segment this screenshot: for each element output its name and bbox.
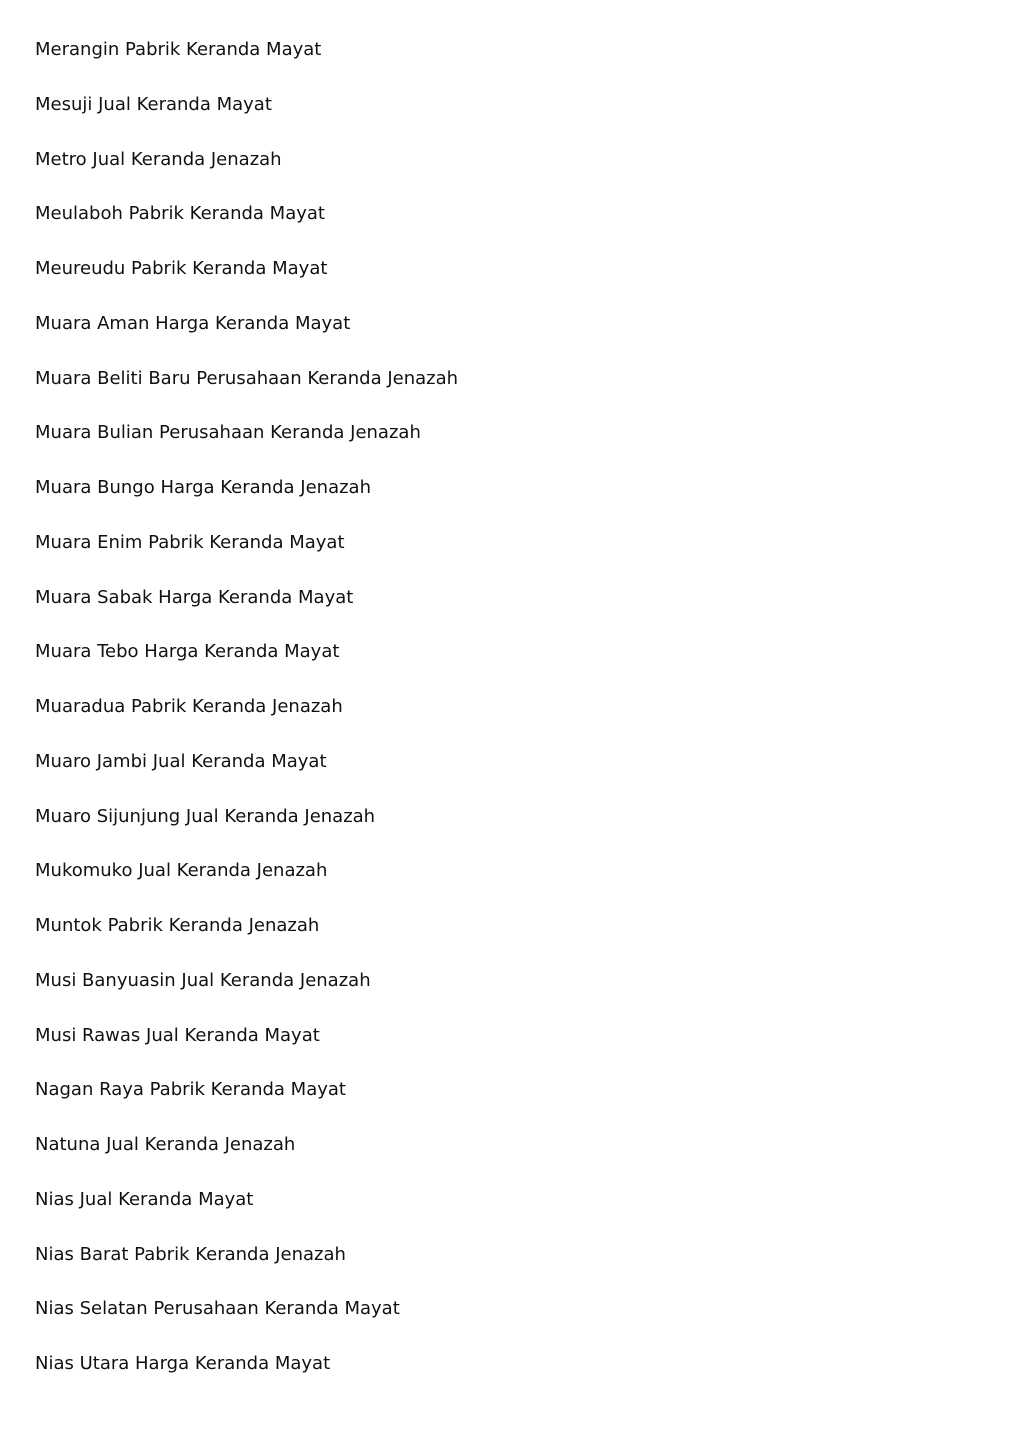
list-item: Nias Utara Harga Keranda Mayat xyxy=(35,1353,331,1374)
list-item: Natuna Jual Keranda Jenazah xyxy=(35,1134,296,1155)
list-item: Muara Aman Harga Keranda Mayat xyxy=(35,312,351,334)
list-item: Meureudu Pabrik Keranda Mayat xyxy=(35,258,328,279)
list-item: Nias Jual Keranda Mayat xyxy=(35,1188,254,1210)
list-item: Mukomuko Jual Keranda Jenazah xyxy=(35,860,328,882)
location-list xyxy=(35,36,935,1405)
list-item: Mesuji Jual Keranda Mayat xyxy=(35,93,272,115)
list-item: Muntok Pabrik Keranda Jenazah xyxy=(35,915,320,936)
list-item: Metro Jual Keranda Jenazah xyxy=(35,148,282,170)
list-item: Muara Sabak Harga Keranda Mayat xyxy=(35,586,354,608)
list-item: Musi Banyuasin Jual Keranda Jenazah xyxy=(35,969,371,991)
list-item: Muara Beliti Baru Perusahaan Keranda Jenazah xyxy=(35,367,459,389)
list-item: Muara Enim Pabrik Keranda Mayat xyxy=(35,531,345,553)
list-item: Muara Tebo Harga Keranda Mayat xyxy=(35,641,340,663)
list-item: Muara Bulian Perusahaan Keranda Jenazah xyxy=(35,422,421,444)
list-item: Nias Barat Pabrik Keranda Jenazah xyxy=(35,1243,346,1265)
list-item: Muaradua Pabrik Keranda Jenazah xyxy=(35,696,343,717)
list-item: Nagan Raya Pabrik Keranda Mayat xyxy=(35,1079,346,1101)
list-item: Muaro Sijunjung Jual Keranda Jenazah xyxy=(35,805,376,827)
list-item: Muaro Jambi Jual Keranda Mayat xyxy=(35,750,327,772)
list-item: Merangin Pabrik Keranda Mayat xyxy=(35,39,322,60)
list-item: Musi Rawas Jual Keranda Mayat xyxy=(35,1024,320,1046)
list-item: Muara Bungo Harga Keranda Jenazah xyxy=(35,477,371,498)
list-item: Meulaboh Pabrik Keranda Mayat xyxy=(35,203,325,225)
list-item: Nias Selatan Perusahaan Keranda Mayat xyxy=(35,1298,400,1320)
